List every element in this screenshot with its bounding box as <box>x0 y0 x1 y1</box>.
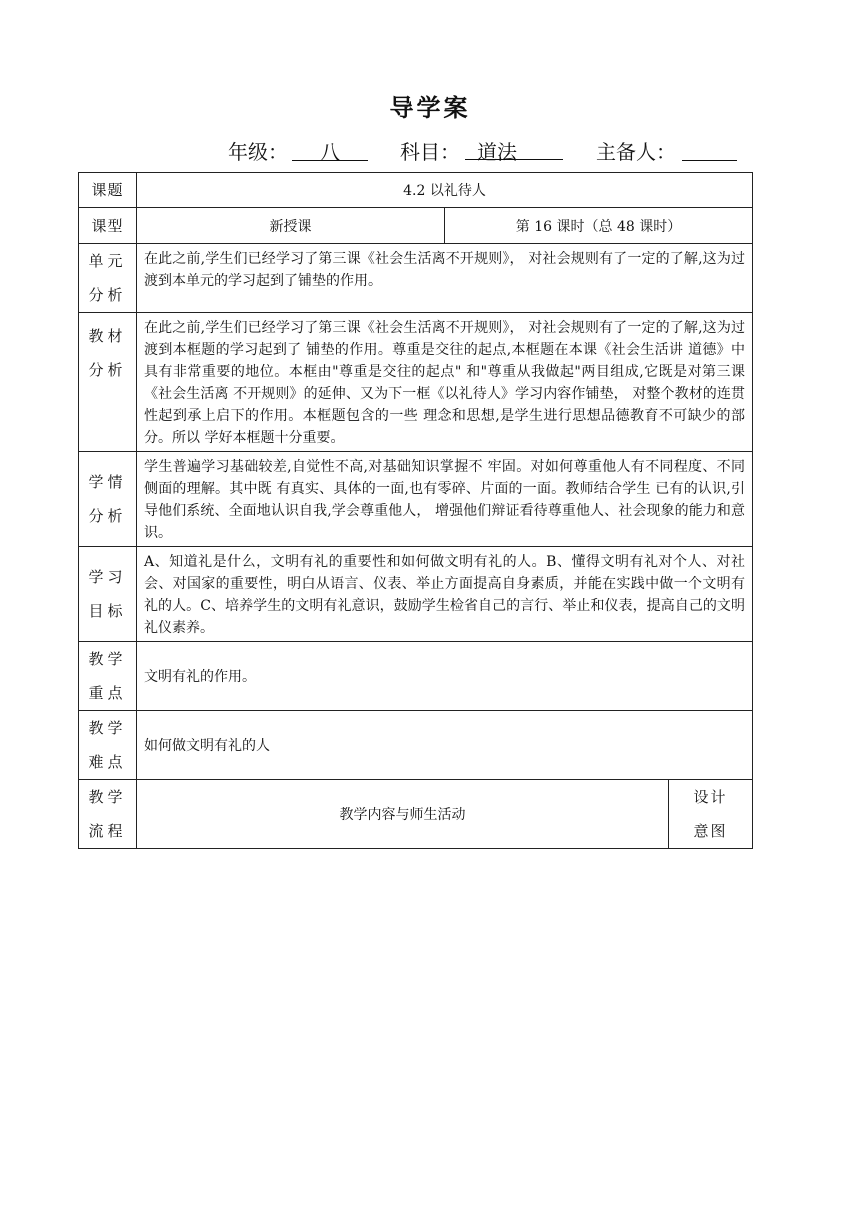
learning-goals-text: A、知道礼是什么，文明有礼的重要性和如何做文明有礼的人。B、懂得文明有礼对个人、对社会、对国家的重要性，明白从语言、仪表、举止方面提高自身素质，并能在实践中做一个文明有礼的人。C、培养学生的文明有礼意识，鼓励学生检省自己的言行、举止和仪表，提高自己的文明礼仪素养。 <box>137 547 753 642</box>
teaching-difficulty-text: 如何做文明有礼的人 <box>137 711 753 780</box>
student-analysis-label: 学情 分析 <box>79 452 137 547</box>
teaching-focus-row <box>79 642 753 711</box>
student-analysis-text: 学生普遍学习基础较差,自觉性不高,对基础知识掌握不 牢固。对如何尊重他人有不同程度、不同侧面的理解。其中既 有真实、具体的一面,也有零碎、片面的一面。教师结合学生 已有的认识,引导他们系统、全面地认识自我,学会尊重他人， 增强他们辩证看待尊重他人、社会现象的能力和意识。 <box>137 452 753 547</box>
topic-label: 课题 <box>79 173 137 208</box>
type-label: 课型 <box>79 208 137 244</box>
teaching-focus-label: 教学 重点 <box>79 642 137 711</box>
unit-analysis-text: 在此之前,学生们已经学习了第三课《社会生活离不开规则》， 对社会规则有了一定的了解,这为过渡到本单元的学习起到了铺垫的作用。 <box>137 244 753 313</box>
preparer-value <box>682 136 737 161</box>
page-title: 导学案 <box>389 94 471 122</box>
student-analysis-row <box>79 452 753 547</box>
subject-label: 科目： <box>400 140 460 164</box>
lesson-plan-table <box>78 172 753 849</box>
teaching-focus-text: 文明有礼的作用。 <box>137 642 753 711</box>
learning-goals-label: 学习 目标 <box>79 547 137 642</box>
textbook-analysis-label: 教材 分析 <box>79 313 137 452</box>
design-intent-label: 设计 意图 <box>669 780 753 849</box>
textbook-analysis-row <box>79 313 753 452</box>
textbook-analysis-text: 在此之前,学生们已经学习了第三课《社会生活离不开规则》， 对社会规则有了一定的了解,这为过渡到本框题的学习起到了 铺垫的作用。尊重是交往的起点,本框题在本课《社会生活讲 道德》中具有非常重要的地位。本框由"尊重是交往的起点" 和"尊重从我做起"两目组成,它既是对第三课《社会生活离 不开规则》的延伸、又为下一框《以礼待人》学习内容作铺垫， 对整个教材的连贯性起到承上启下的作用。本框题包含的一些 理念和思想,是学生进行思想品德教育不可缺少的部分。所以 学好本框题十分重要。 <box>137 313 753 452</box>
period-value: 第 16 课时（总 48 课时） <box>444 208 752 243</box>
subject-value: 道法 <box>465 136 563 160</box>
grade-label: 年级： <box>228 140 288 164</box>
teaching-difficulty-row <box>79 711 753 780</box>
unit-analysis-label: 单元 分析 <box>79 244 137 313</box>
teaching-process-label: 教学 流程 <box>79 780 137 849</box>
teaching-process-row <box>79 780 753 849</box>
topic-value: 4.2 以礼待人 <box>137 173 753 208</box>
teaching-difficulty-label: 教学 难点 <box>79 711 137 780</box>
learning-goals-row <box>79 547 753 642</box>
unit-analysis-row <box>79 244 753 313</box>
process-content-header: 教学内容与师生活动 <box>137 780 669 849</box>
preparer-label: 主备人： <box>596 140 676 164</box>
type-value: 新授课 <box>269 218 312 235</box>
grade-value: 八 <box>292 136 368 161</box>
type-row <box>79 208 753 244</box>
topic-row <box>79 173 753 208</box>
